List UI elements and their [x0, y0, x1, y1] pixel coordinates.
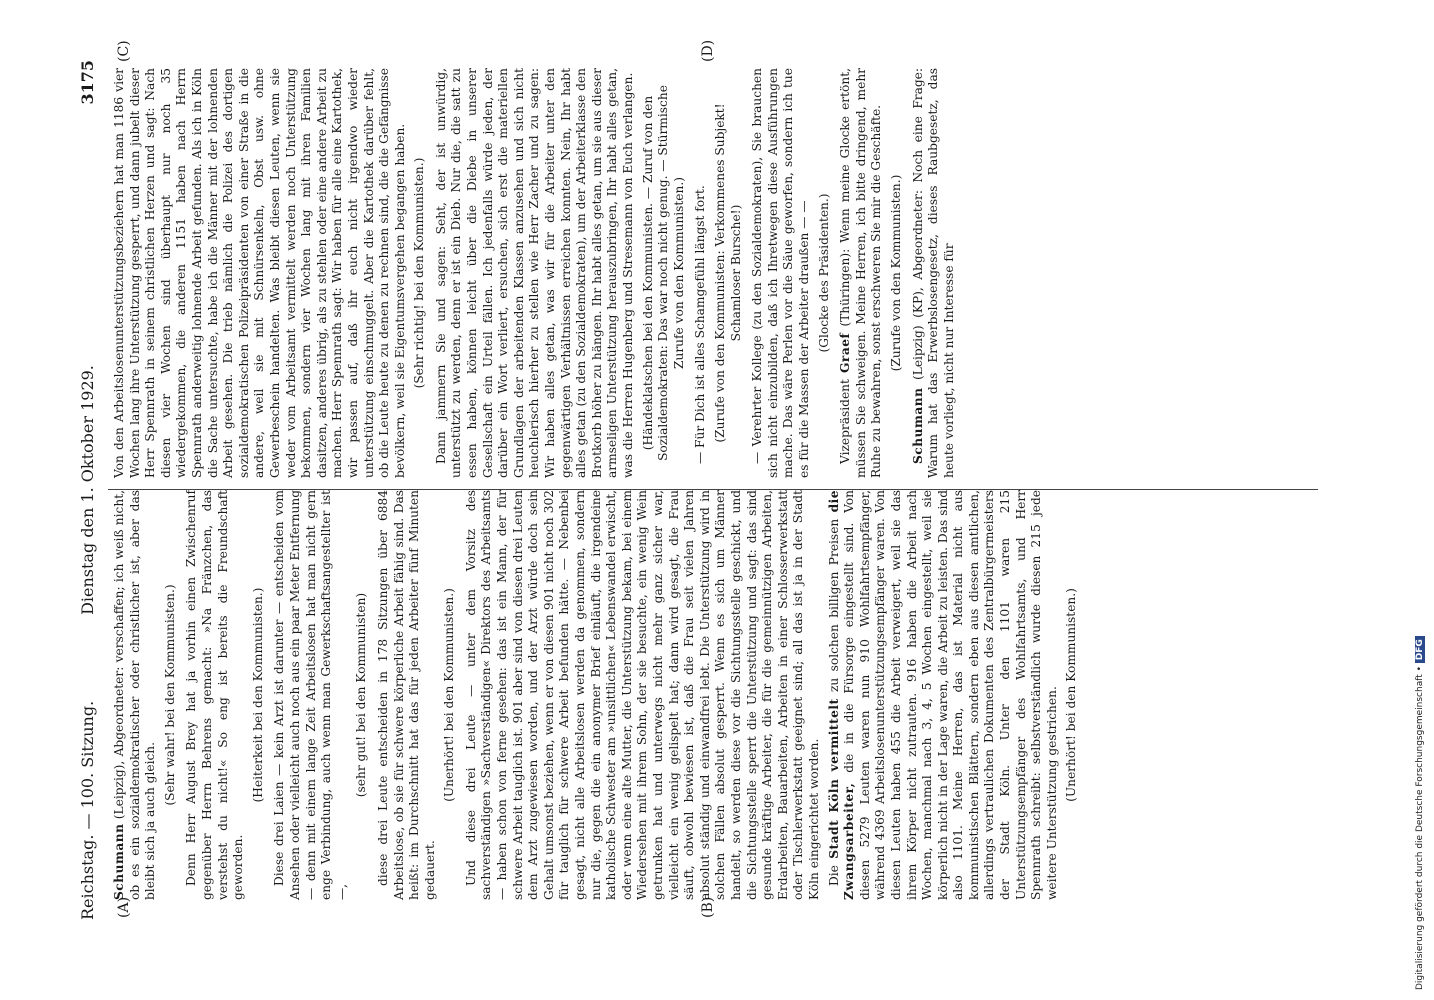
marker-c: (C) [116, 40, 132, 62]
text-column-left [112, 490, 1086, 900]
interjection: (Unerhört! bei den Kommunisten.) [1064, 588, 1079, 802]
paragraph [112, 490, 159, 900]
paragraph: Und diese drei Leute — unter dem Vorsitz des sachverständigen »Sachverständigen« Direktors des Arbeitsamts — haben schon von ferne gesehen: das ist ein Mann, der für schwere Arbeit tauglich ist. 901 aber sind von diesen drei Leuten dem Arzt zugewiesen worden, und der Arzt würde doch sein Gehalt umsonst beziehen, wenn er von diesen 901 nicht noch 302 für tauglich für schwere Arbeit befunden hätte. — Nebenbei gesagt, nicht alle Arbeitslosen werden da genommen, sondern nur die, gegen die ein anonymer Brief einläuft, die irgendeine katholische Schwester am »unsittlichen« Lebenswandel erwischt, oder wenn eine alte Mutter, die Unterstützung bekam, bei einem Wiedersehen mit ihrem Sohn, der sie besuchte, ein wenig Wein getrunken hat und unterwegs nicht mehr ganz sicher war, vielleicht ein wenig gelispelt hat; dann wird gesagt, die Frau säuft, obwohl bewiesen ist, daß die Frau seit vielen Jahren absolut ständig und einwandfrei lebt. Die Unterstützung wird in solchen Fällen absolut gesperrt. Wenn es sich um Männer handelt, so werden diese vor die Sichtungsstelle geschickt, und die Sichtungsstelle sperrt die Unterstützung und sagt: das sind gesunde kräftige Arbeiter, die für die gemeinnützigen Arbeiten, Erdarbeiten, Bauarbeiten, Arbeiten in einer Schlosserwerkstatt oder Tischlerwerkstatt geeignet sind; all das ist ja in der Stadt Köln eingerichtet worden. [463, 490, 821, 900]
interjection: (Glocke des Präsidenten.) [816, 193, 831, 353]
dfg-logo: DFG [1415, 636, 1425, 663]
speech-text: Die [826, 858, 841, 886]
interjection: (Händeklatschen bei den Kommunisten. — Zuruf von den Sozialdemokraten: Das war noch nicht genug. — Stürmische Zurufe von den Kommunisten.) [640, 85, 686, 461]
speech-text: zu solchen billigen Preisen [826, 512, 841, 699]
speech-text: die in die Fürsorge eingestellt sind. Von diesen 5279 Leuten waren nun 910 Wohlfahrtsempfänger, während 4369 Arbeitslosenunterstützungsempfänger waren. Von diesen Leuten haben 455 die Arbeit verweigert, weil sie das ihrem Körper nicht zutrauten. 916 haben die Arbeit nach Wochen, manchmal nach 3, 4, 5 Wochen eingestellt, weil sie körperlich nicht in der Lage waren, die Arbeit zu leisten. Das sind also 1101. Meine Herren, das ist Material nicht aus kommunistischen Blättern, sondern eben aus diesen amtlichen, allerdings vertraulichen Dokumenten des Zentralbürgermeisters der Stadt Köln. Unter den 1101 waren 215 Unterstützungsempfänger des Wohlfahrtsamts, und Herr Spennrath schreibt: selbstverständlich wurde diesen 215 jede weitere Unterstützung gestrichen. [842, 490, 1059, 900]
paragraph: diese drei Leute entscheiden in 178 Sitzungen über 6884 Arbeitslose, ob sie für schwere körperliche Arbeit fähig sind. Das heißt: im Durchschnitt hat das für jeden Arbeiter fünf Minuten gedauert. [375, 490, 437, 900]
emphasis: Stadt Köln vermittelt [826, 698, 841, 859]
speaker-name: Schumann [112, 823, 126, 900]
paragraph: Denn Herr August Brey hat ja vorhin einen Zwischenruf gegenüber Herrn Behrens gemacht: »Na Fränzchen, das verstehst du nicht!« So eng ist bereits die Freundschaft geworden. [184, 490, 246, 900]
paragraph [827, 490, 1061, 900]
page-number: 3175 [78, 60, 97, 105]
emphasis: die Zwangsarbeiter, [826, 489, 857, 900]
emphasis: Schumann [910, 387, 925, 464]
paragraph: Dann jammern Sie und sagen: Seht, der ist unwürdig, unterstützt zu werden, denn er ist ein Dieb. Nur die, die satt zu essen haben, können leicht über die Diebe in unserer Gesellschaft ein Urteil fällen. Ich jedenfalls würde jeden, der darüber ein Wort verliert, ersuchen, sich erst die materiellen Grundlagen der arbeitenden Klassen anzusehen und sich nicht heuchlerisch hierher zu stellen wie Herr Zacher und zu sagen: Wir haben alles getan, was wir für die Arbeiter unter den gegenwärtigen Verhältnissen erreichen konnten. Nein, Ihr habt alles getan (zu den Sozialdemokraten), um der Arbeiterklasse den Brotkorb höher zu hängen. Ihr habt alles getan, um sie aus dieser armseligen Unterstützung herauszubringen, Ihr habt alles getan, was die Herren Hugenberg und Stresemann von Euch verlangen. [433, 68, 635, 478]
interjection: (Sehr wahr! bei den Kommunisten.) [162, 584, 177, 806]
paragraph [911, 68, 958, 478]
paragraph: Diese drei Laien — kein Arzt ist darunter — entscheiden vom Ansehen oder vielleicht auch noch aus ein paar Meter Entfernung — denn mit einem lange Zeit Arbeitslosen hat man nicht gern enge Verbindung, auch wenn man Gewerkschaftsangestellter ist —, [272, 490, 349, 900]
interjection: (Zurufe von den Kommunisten: Verkommenes Subjekt! Schamloser Bursche!) [712, 103, 743, 443]
text-column-right [112, 68, 961, 478]
interjection: (Heiterkeit bei den Kommunisten.) [250, 587, 265, 803]
paragraph [838, 68, 885, 478]
speech-text: (Leipzig) (KP), Abgeordneter: Noch eine Frage: Warum hat das Erwerbslosengesetz, dieses Raubgesetz, das heute vorliegt, nicht nur Interesse für [910, 68, 956, 478]
paragraph: — Verehrter Kollege (zu den Sozialdemokraten), Sie brauchen sich nicht einzubilden, daß ich Ihretwegen diese Ausführungen mache. Das wäre Perlen vor die Säue geworfen, sondern ich tue es für die Massen der Arbeiter draußen — — [750, 68, 811, 478]
speech-text: (Leipzig), Abgeordneter: verschaffen; ich weiß nicht, ob es ein sozialdemokratischer oder christlicher ist, aber das bleibt sich ja auch gleich. [112, 490, 158, 900]
header-left: Reichstag. — 100. Sitzung. [78, 700, 97, 920]
speech-text: (Thüringen): Wenn meine Glocke ertönt, müssen Sie schweigen. Meine Herren, ich bitte dringend, mehr Ruhe zu bewahren, sonst erschweren Sie mir die Geschäfte. [838, 68, 884, 478]
interjection: (Zurufe von den Kommunisten.) [888, 174, 903, 372]
marker-a: (A) [116, 896, 132, 918]
header-date: Dienstag den 1. Oktober 1929. [78, 365, 97, 615]
emphasis: Graef [838, 332, 853, 373]
digitization-note: Digitalisierung gefördert durch die Deutsche Forschungsgemeinschaft • DFG [1415, 10, 1431, 990]
column-divider [108, 489, 1318, 490]
page-header [78, 60, 104, 920]
interjection: (Unerhört! bei den Kommunisten.) [442, 588, 457, 802]
interjection: (Sehr richtig! bei den Kommunisten.) [412, 157, 427, 389]
speech-text: Vizepräsident [838, 372, 853, 464]
marker-b: (B) [700, 896, 716, 918]
paragraph: — Für Dich ist alles Schamgefühl längst fort. [693, 185, 708, 464]
marker-d: (D) [700, 39, 716, 62]
paragraph: Von den Arbeitslosenunterstützungsbeziehern hat man 1186 vier Wochen lang ihre Unterstützung gesperrt, und dann jubelt dieser Herr Spennrath in seinem christlichen Herzen und sagt: Nach diesen vier Wochen sind überhaupt nur noch 35 wiedergekommen, die anderen 1151 haben nach Herrn Spennrath anderweitig lohnende Arbeit gefunden. Als ich in Köln die Sache untersuchte, habe ich die Männer mit der lohnenden Arbeit gesehen. Die trieb nämlich die Polizei des dortigen sozialdemokratischen Polizeipräsidenten von einer Straße in die andere, weil sie mit Schnürsenkeln, Obst usw. ohne Gewerbeschein handelten. Was bleibt diesen Leuten, wenn sie weder vom Arbeitsamt vermittelt werden noch Unterstützung bekommen, sondern vier Wochen lang mit ihren Familien dasitzen, anderes übrig, als zu stehlen oder eine andere Arbeit zu machen. Herr Spennrath sagt: Wir haben für alle eine Kartothek, wir passen auf, daß ihr euch nicht irgendwo wieder unterstützung einschmuggelt. Aber die Kartothek darüber fehlt, ob die Leute heute zu denen zu rechnen sind, die die Gefängnisse bevölkern, weil sie Eigentumsvergehen begangen haben. [112, 68, 407, 478]
digitization-text: Digitalisierung gefördert durch die Deutsche Forschungsgemeinschaft [1415, 674, 1425, 990]
interjection: (sehr gut! bei den Kommunisten) [354, 592, 369, 798]
